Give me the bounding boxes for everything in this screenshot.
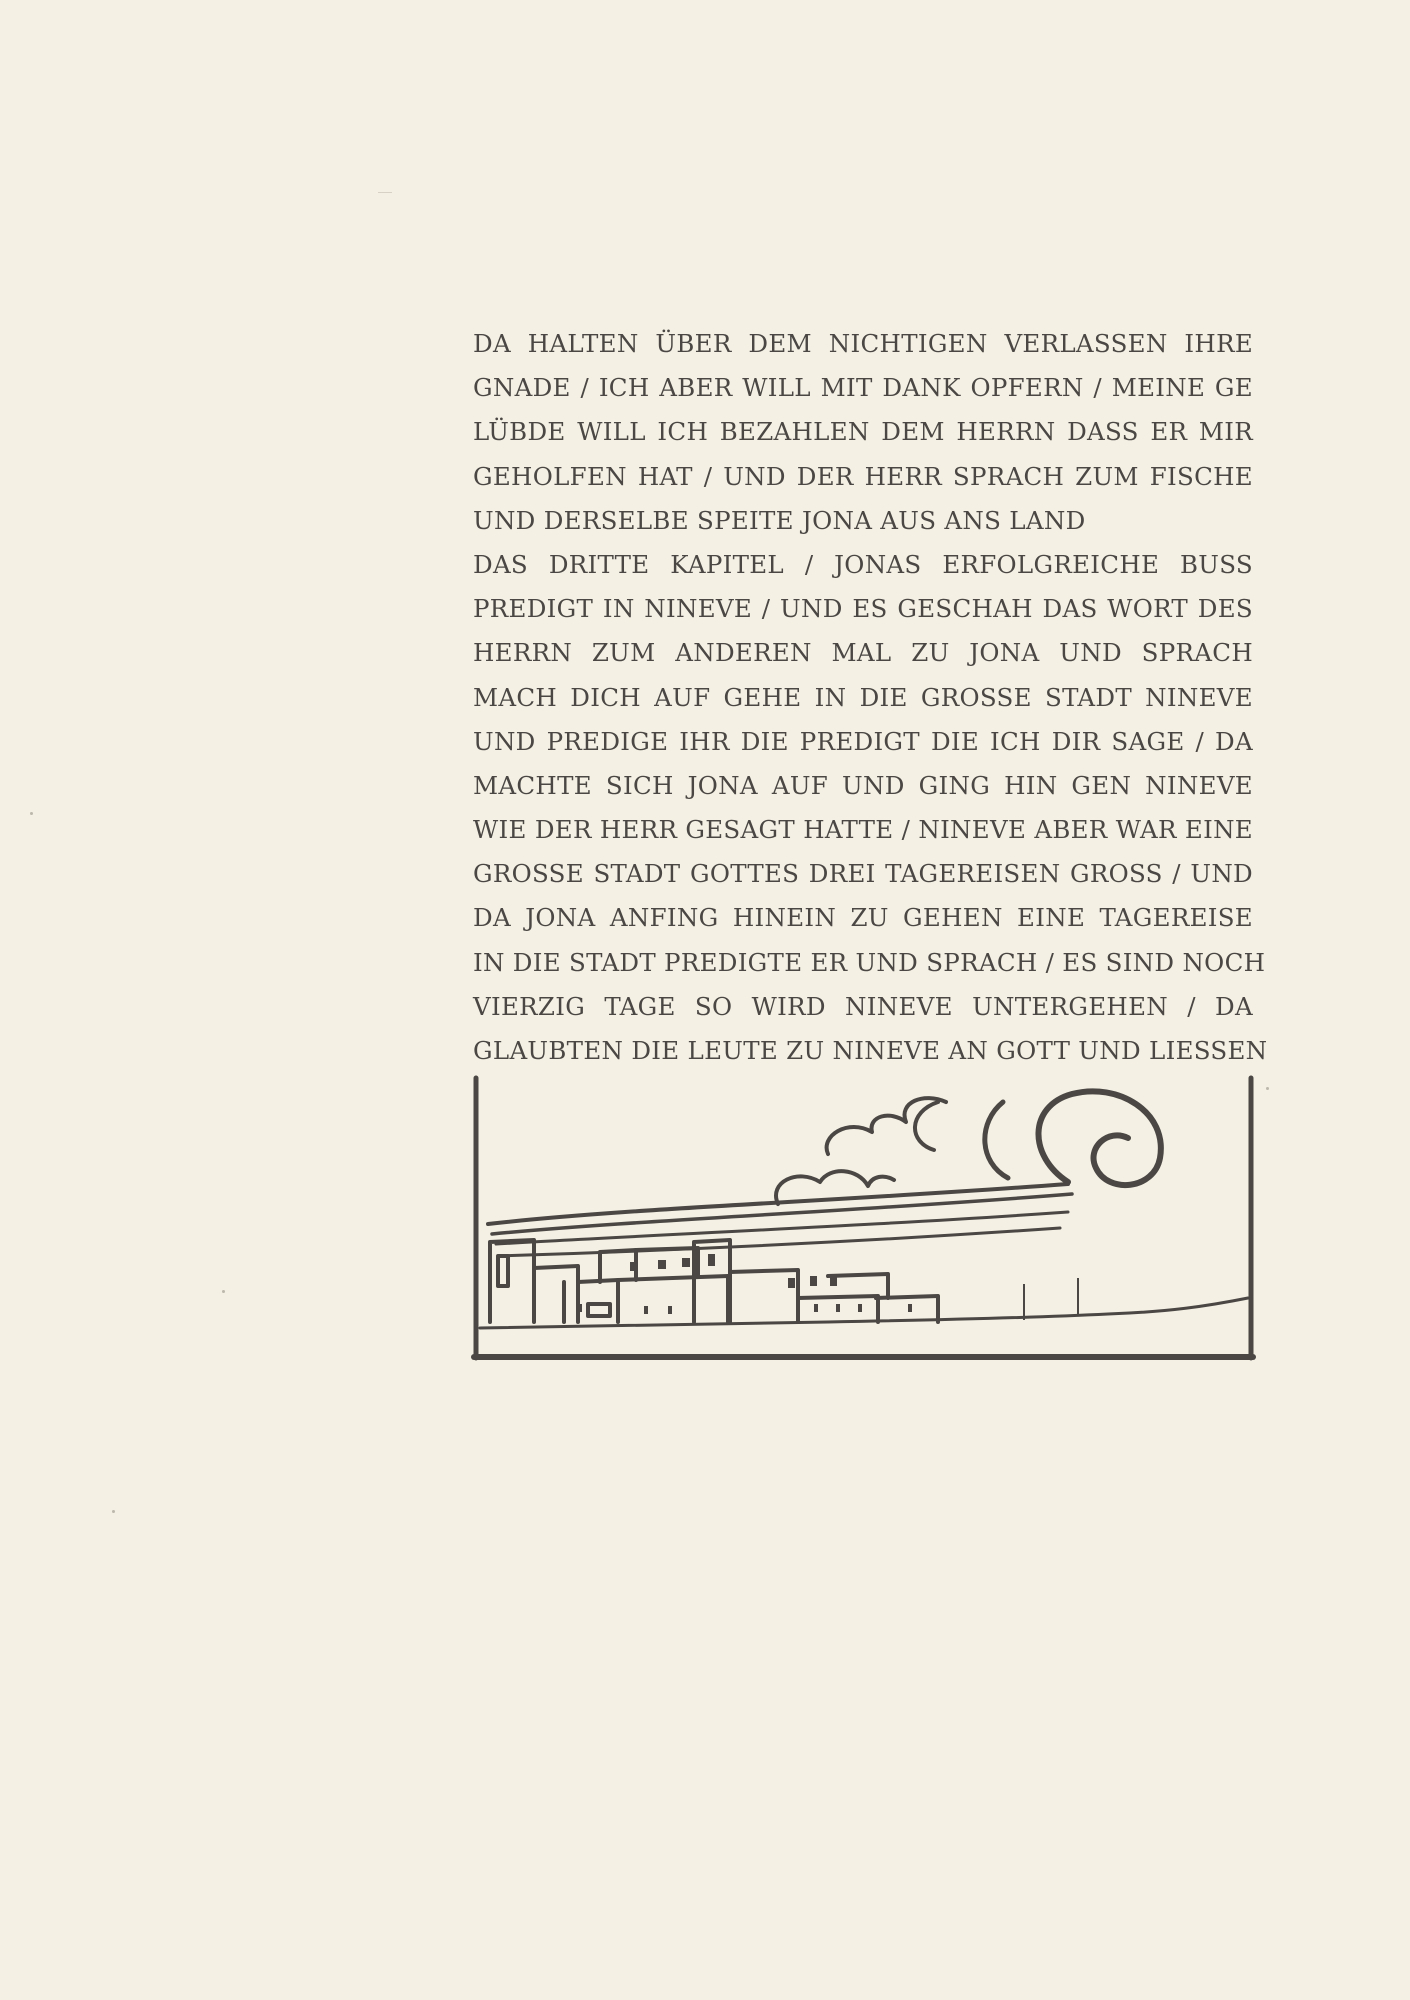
text-line: DA JONA ANFING HINEIN ZU GEHEN EINE TAGEREISE <box>473 903 1253 933</box>
text-line: UND PREDIGE IHR DIE PREDIGT DIE ICH DIR SAGE / DA <box>473 726 1253 756</box>
building-window <box>836 1304 840 1312</box>
text-line: GLAUBTEN DIE LEUTE ZU NINEVE AN GOTT UND LIESSEN <box>473 1036 1268 1065</box>
text-line: DA HALTEN ÜBER DEM NICHTIGEN VERLASSEN IHRE <box>473 329 1253 358</box>
text-line: VIERZIG TAGE SO WIRD NINEVE UNTERGEHEN / DA <box>473 991 1253 1021</box>
margin-mark <box>378 192 392 193</box>
text-line: UND DERSELBE SPEITE JONA AUS ANS LAND <box>473 505 1086 535</box>
building <box>730 1270 798 1322</box>
text-line: HERRN ZUM ANDEREN MAL ZU JONA UND SPRACH <box>473 638 1253 668</box>
building-window <box>708 1254 715 1266</box>
cloud-arc <box>915 1102 938 1150</box>
paper-speck <box>30 812 33 815</box>
building-window <box>668 1306 672 1314</box>
building-window <box>858 1304 862 1312</box>
body-text <box>473 322 1268 1073</box>
building-window <box>810 1276 817 1286</box>
text-line: WIE DER HERR GESAGT HATTE / NINEVE ABER WAR EINE <box>473 815 1253 845</box>
building-window <box>644 1306 648 1314</box>
chapter-heading-line: DAS DRITTE KAPITEL / JONAS ERFOLGREICHE BUSS <box>473 549 1253 579</box>
text-line: LÜBDE WILL ICH BEZAHLEN DEM HERRN DASS ER MIR <box>473 417 1253 447</box>
spiral-cloud <box>1038 1091 1160 1185</box>
text-line: MACH DICH AUF GEHE IN DIE GROSSE STADT NINEVE <box>473 682 1253 712</box>
text-line: IN DIE STADT PREDIGTE ER UND SPRACH / ES SIND NOCH <box>473 947 1266 977</box>
paper-speck <box>112 1510 115 1513</box>
building-window <box>788 1278 795 1288</box>
paper-speck <box>222 1290 225 1293</box>
building-window <box>682 1258 690 1267</box>
building <box>618 1276 728 1322</box>
building <box>876 1296 938 1322</box>
building-window <box>830 1276 837 1286</box>
woodcut-illustration <box>468 1072 1258 1362</box>
building-window <box>908 1304 912 1312</box>
building-window <box>630 1262 638 1271</box>
building-window <box>588 1304 610 1316</box>
wind-streak <box>498 1228 1060 1256</box>
cloud-arc <box>985 1102 1008 1178</box>
text-line: MACHTE SICH JONA AUF UND GING HIN GEN NINEVE <box>473 770 1253 800</box>
building-window <box>498 1256 508 1286</box>
building-window <box>576 1304 582 1312</box>
building-window <box>814 1304 818 1312</box>
text-line: GNADE / ICH ABER WILL MIT DANK OPFERN / MEINE GE <box>473 373 1253 403</box>
text-line: GROSSE STADT GOTTES DREI TAGEREISEN GROSS / UND <box>473 859 1253 889</box>
building-window <box>658 1260 666 1269</box>
building <box>534 1266 578 1322</box>
paper-speck <box>1266 1087 1269 1090</box>
text-line: PREDIGT IN NINEVE / UND ES GESCHAH DAS WORT DES <box>473 594 1253 624</box>
text-line: GEHOLFEN HAT / UND DER HERR SPRACH ZUM FISCHE <box>473 461 1253 491</box>
